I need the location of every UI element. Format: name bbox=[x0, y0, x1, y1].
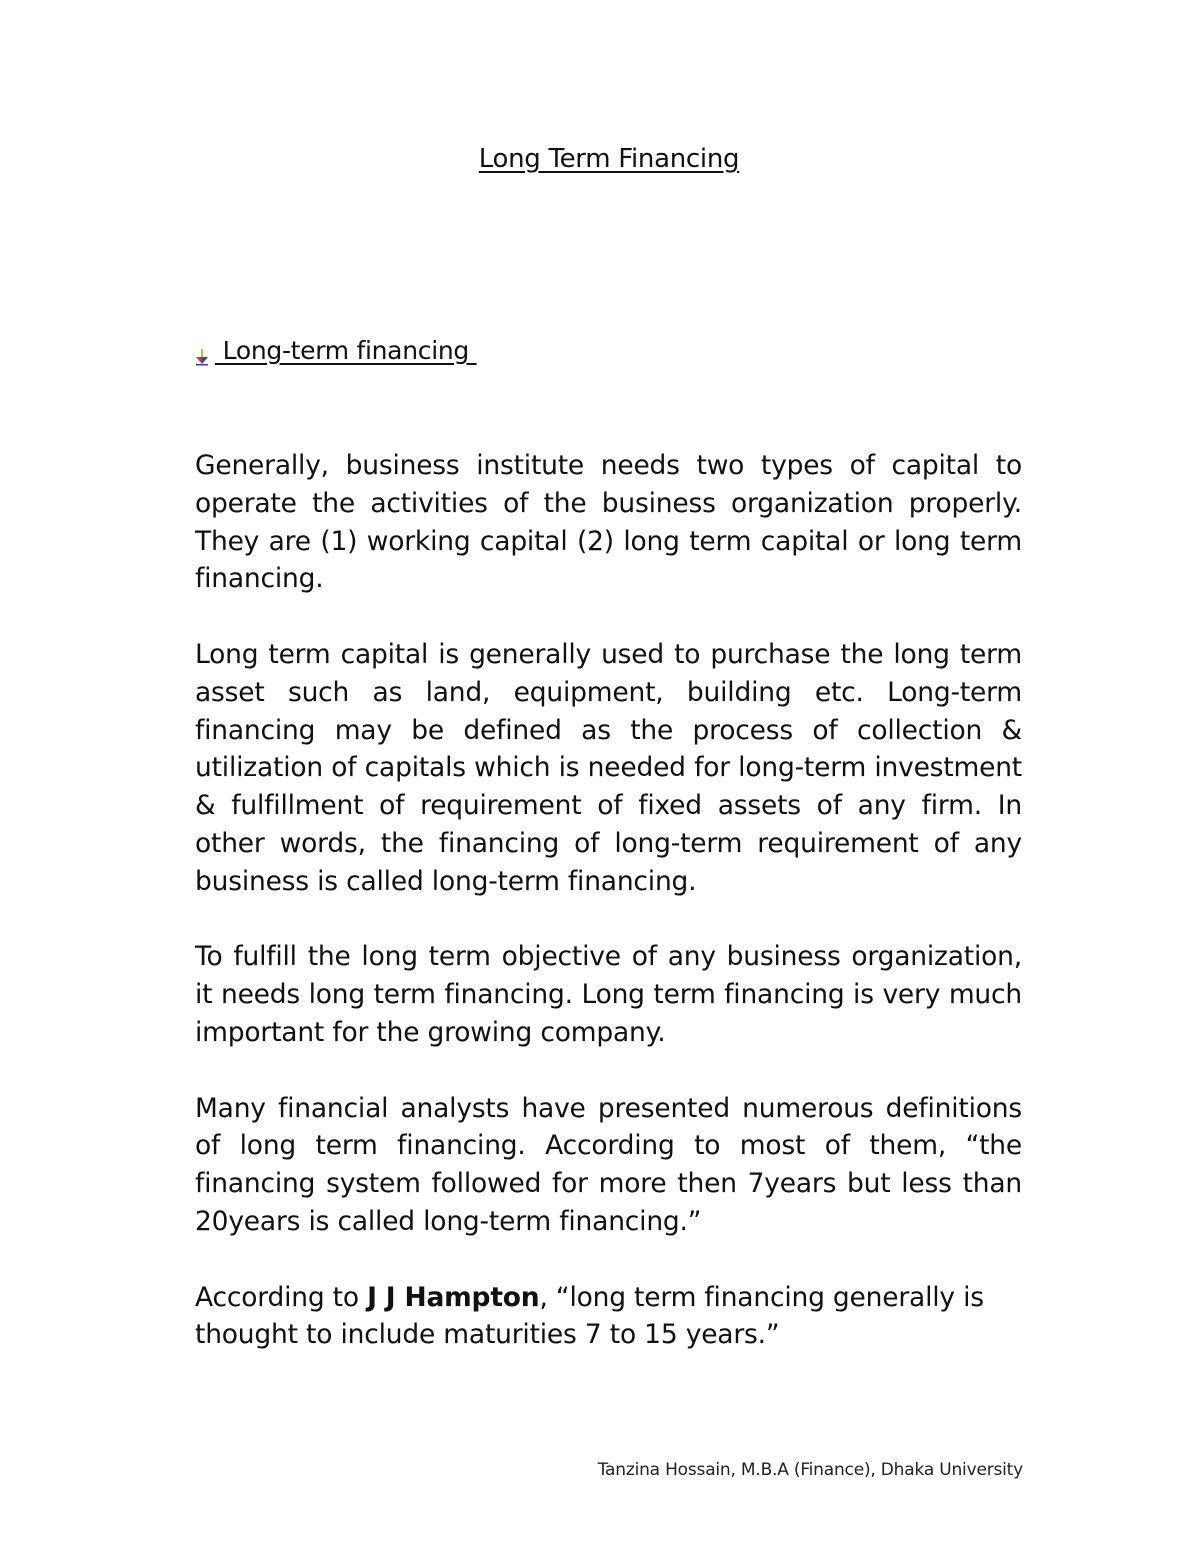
paragraph-long-term-capital: Long term capital is generally used to purchase the long term asset such as land, equipment, building etc. Long-term financing may be defined as the process of collection & utilization of capitals which is needed for long-term investment & fulfillment of requirement of fixed assets of any firm. In other words, the financing of long-term requirement of any business is called long-term financing. bbox=[195, 638, 1022, 897]
page-title: Long Term Financing bbox=[478, 144, 740, 174]
document-body bbox=[195, 447, 1022, 1392]
section-heading bbox=[195, 336, 477, 365]
quote-author: J J Hampton bbox=[367, 1281, 540, 1313]
paragraph-hampton-quote bbox=[195, 1279, 1022, 1355]
paragraph-capital-types: Generally, business institute needs two types of capital to operate the activities of the business organization properly. They are (1) working capital (2) long term capital or long term financing. bbox=[195, 450, 1022, 595]
paragraph-objective: To fulfill the long term objective of any business organization, it needs long term financing. Long term financing is very much important for the growing company. bbox=[195, 941, 1022, 1048]
paragraph-definitions: Many financial analysts have presented numerous definitions of long term financing. According to most of them, “the financing system followed for more then 7years but less than 20years is called long-term financing.” bbox=[195, 1092, 1022, 1237]
page-footer: Tanzina Hossain, M.B.A (Finance), Dhaka University bbox=[597, 1460, 1023, 1480]
arrow-down-bullet-icon bbox=[195, 344, 209, 364]
quote-prefix: According to bbox=[195, 1281, 368, 1313]
quote-text: , “long term financing generally is thought to include maturities 7 to 15 years.” bbox=[195, 1281, 984, 1351]
section-heading-label: Long-term financing bbox=[215, 336, 477, 365]
